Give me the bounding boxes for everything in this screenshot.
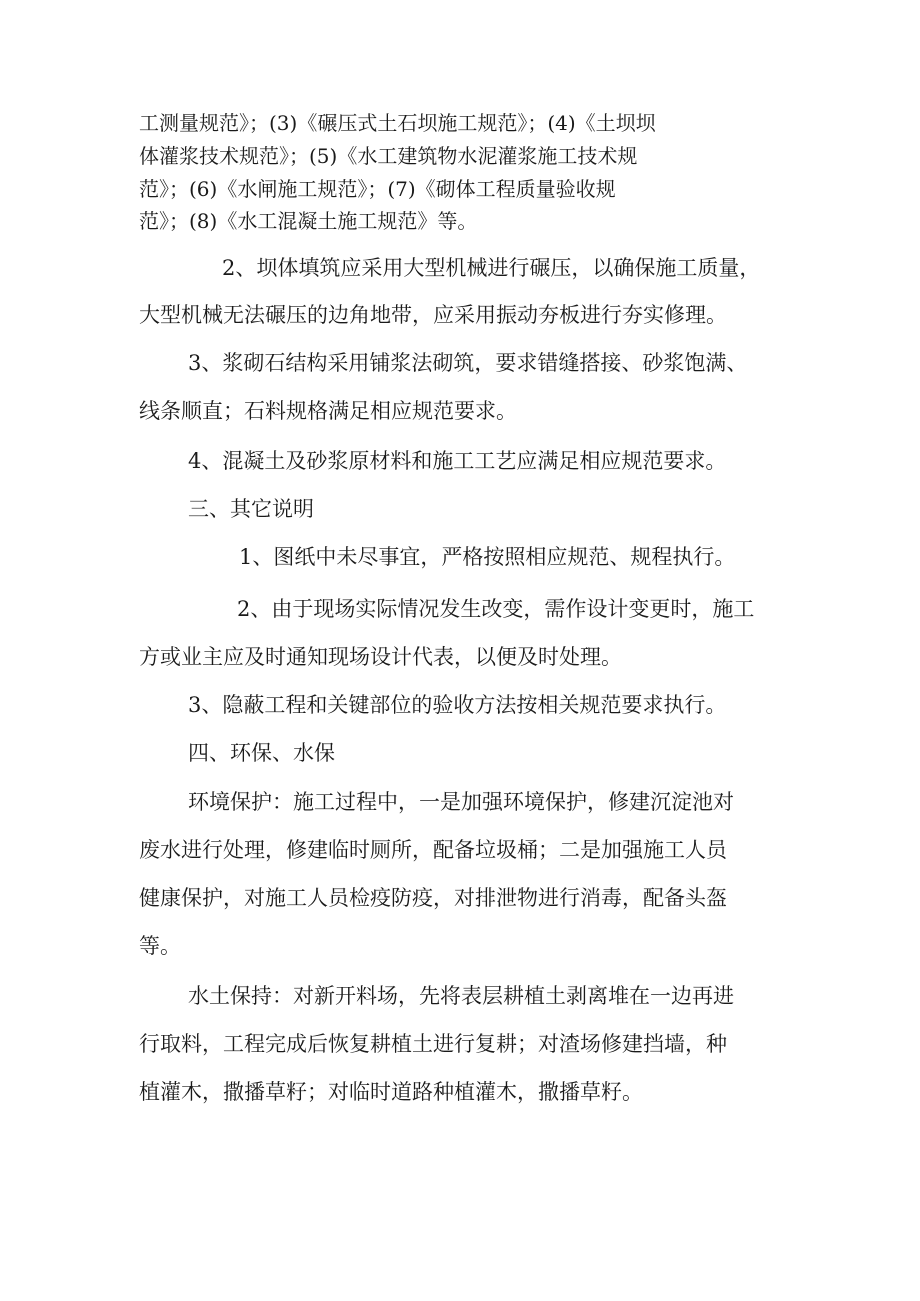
soil-water-line-2: 行取料，工程完成后恢复耕植土进行复耕；对渣场修建挡墙，种	[139, 1032, 727, 1056]
section-four-heading: 四、环保、水保	[188, 741, 335, 765]
soil-water-line-1: 水土保持：对新开料场，先将表层耕植土剥离堆在一边再进	[188, 984, 734, 1008]
construction-item-3-line-1: 3、浆砌石结构采用铺浆法砌筑，要求错缝搭接、砂浆饱满、	[188, 351, 748, 375]
other-item-2-line-1: 2、由于现场实际情况发生改变，需作设计变更时，施工	[237, 597, 755, 621]
construction-item-2-line-2: 大型机械无法碾压的边角地带，应采用振动夯板进行夯实修理。	[139, 303, 727, 327]
list-continuation-line-1: 工测量规范》；(3)《碾压式土石坝施工规范》；(4)《土坝坝	[139, 111, 656, 135]
list-continuation-line-4: 范》；(8)《水工混凝土施工规范》等。	[139, 209, 478, 233]
list-continuation-line-2: 体灌浆技术规范》；(5)《水工建筑物水泥灌浆施工技术规	[139, 144, 638, 168]
list-continuation-line-3: 范》；(6)《水闸施工规范》；(7)《砌体工程质量验收规	[139, 177, 616, 201]
other-item-2-line-2: 方或业主应及时通知现场设计代表，以便及时处理。	[139, 645, 622, 669]
section-three-heading: 三、其它说明	[188, 497, 314, 521]
env-protection-line-4: 等。	[139, 934, 181, 958]
env-protection-line-3: 健康保护，对施工人员检疫防疫，对排泄物进行消毒，配备头盔	[139, 886, 727, 910]
construction-item-3-line-2: 线条顺直；石料规格满足相应规范要求。	[139, 399, 517, 423]
other-item-1: 1、图纸中未尽事宜，严格按照相应规范、规程执行。	[239, 545, 736, 569]
construction-item-4: 4、混凝土及砂浆原材料和施工工艺应满足相应规范要求。	[188, 449, 727, 473]
soil-water-line-3: 植灌木，撒播草籽；对临时道路种植灌木，撒播草籽。	[139, 1080, 643, 1104]
other-item-3: 3、隐蔽工程和关键部位的验收方法按相关规范要求执行。	[188, 693, 727, 717]
construction-item-2-line-1: 2、坝体填筑应采用大型机械进行碾压，以确保施工质量，	[222, 256, 761, 280]
env-protection-line-1: 环境保护：施工过程中，一是加强环境保护，修建沉淀池对	[188, 790, 734, 814]
env-protection-line-2: 废水进行处理，修建临时厕所，配备垃圾桶；二是加强施工人员	[139, 838, 727, 862]
